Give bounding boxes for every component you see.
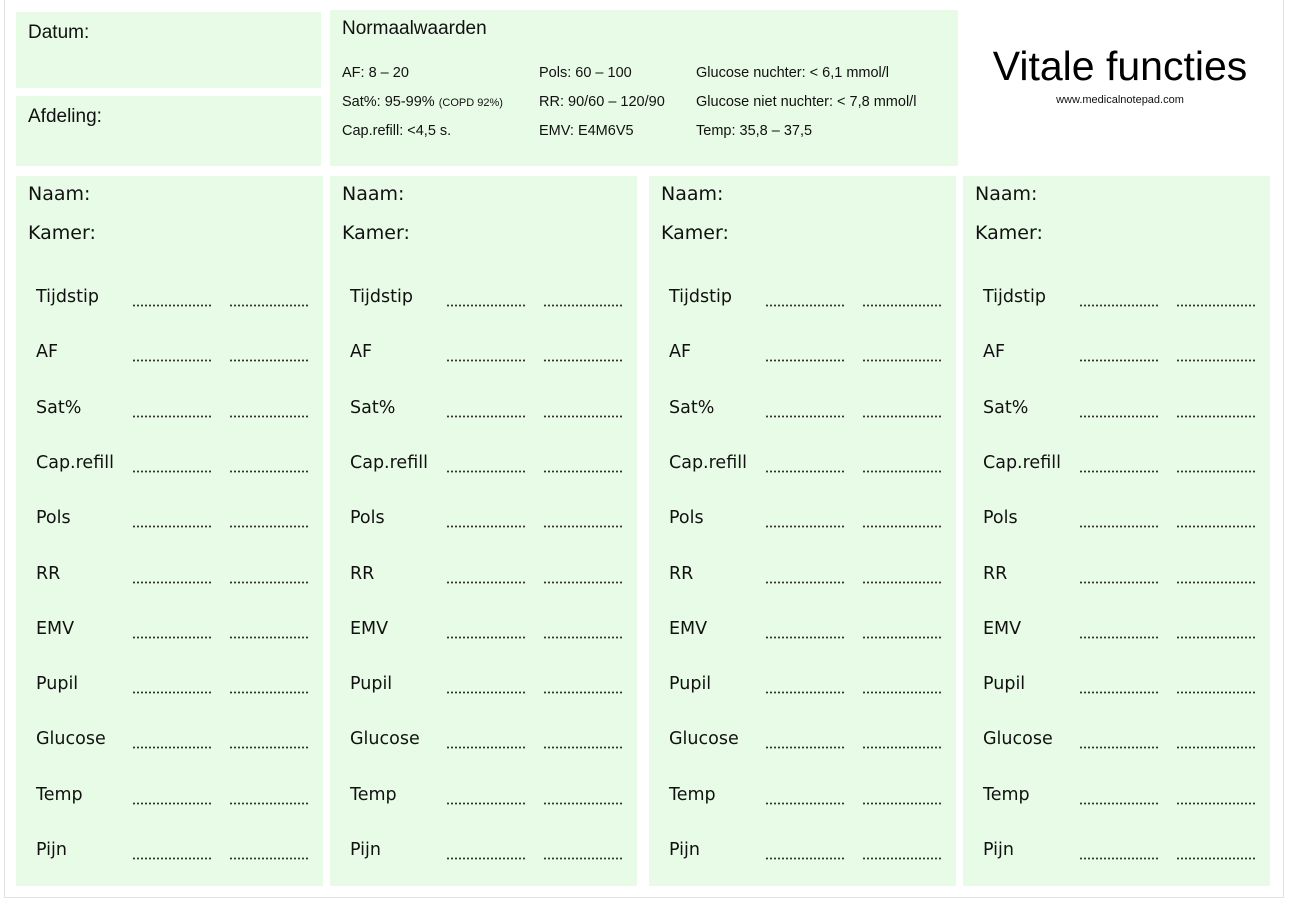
vital-label: EMV <box>983 618 1022 639</box>
entry-dotted-line[interactable] <box>543 802 622 805</box>
vital-label: Pols <box>350 508 385 529</box>
vital-row <box>16 564 323 588</box>
website-label: www.medicalnotepad.com <box>1056 94 1184 106</box>
entry-dotted-line[interactable] <box>862 857 941 860</box>
vital-row <box>963 398 1270 422</box>
entry-dotted-line[interactable] <box>229 304 308 307</box>
normaalwaarde-item <box>539 88 665 117</box>
normaalwaarde-text: Glucose nuchter: < 6,1 mmol/l <box>696 65 890 81</box>
entry-dotted-line[interactable] <box>446 691 525 694</box>
entry-dotted-line[interactable] <box>543 415 622 418</box>
vital-row <box>649 564 956 588</box>
entry-dotted-line[interactable] <box>132 470 211 473</box>
vital-label: Temp <box>350 784 397 805</box>
vital-label: RR <box>350 563 375 584</box>
vital-row <box>330 729 637 753</box>
vital-row <box>963 508 1270 532</box>
entry-dotted-line[interactable] <box>1176 802 1255 805</box>
entry-dotted-line[interactable] <box>543 581 622 584</box>
entry-dotted-line[interactable] <box>862 304 941 307</box>
entry-dotted-line[interactable] <box>1176 359 1255 362</box>
entry-dotted-line[interactable] <box>1176 691 1255 694</box>
entry-dotted-line[interactable] <box>1079 691 1158 694</box>
vital-label: Pupil <box>983 674 1026 695</box>
entry-dotted-line[interactable] <box>862 581 941 584</box>
entry-dotted-line[interactable] <box>229 802 308 805</box>
entry-dotted-line[interactable] <box>1176 525 1255 528</box>
vital-row <box>330 508 637 532</box>
vital-row <box>16 840 323 864</box>
vital-row <box>963 729 1270 753</box>
vital-label: Glucose <box>983 729 1053 750</box>
vital-row <box>330 840 637 864</box>
entry-dotted-line[interactable] <box>132 415 211 418</box>
entry-dotted-line[interactable] <box>1176 470 1255 473</box>
vital-row <box>16 674 323 698</box>
entry-dotted-line[interactable] <box>765 415 844 418</box>
normaalwaarde-text: Sat%: 95-99% <box>342 94 439 110</box>
vital-row <box>649 840 956 864</box>
patient-panel <box>330 176 637 886</box>
vital-row <box>330 619 637 643</box>
entry-dotted-line[interactable] <box>132 746 211 749</box>
normaalwaarde-text: RR: 90/60 – 120/90 <box>539 94 665 110</box>
naam-label[interactable]: Naam: <box>28 183 91 205</box>
vital-row <box>649 674 956 698</box>
entry-dotted-line[interactable] <box>446 746 525 749</box>
normaalwaarde-text: Cap.refill: <4,5 s. <box>342 123 452 139</box>
vital-label: RR <box>669 563 694 584</box>
vital-label: Pupil <box>669 674 712 695</box>
patient-panel <box>649 176 956 886</box>
vital-label: Tijdstip <box>36 287 99 307</box>
normaalwaarden-box <box>330 10 958 166</box>
vital-label: Sat% <box>669 397 715 418</box>
entry-dotted-line[interactable] <box>1176 415 1255 418</box>
entry-dotted-line[interactable] <box>132 802 211 805</box>
vital-row <box>330 342 637 366</box>
vital-row <box>330 398 637 422</box>
normaalwaarde-item <box>342 117 503 146</box>
vital-row <box>963 619 1270 643</box>
vital-label: Pupil <box>36 674 79 695</box>
entry-dotted-line[interactable] <box>765 525 844 528</box>
vital-row <box>649 287 956 311</box>
entry-dotted-line[interactable] <box>132 857 211 860</box>
vital-row <box>649 453 956 477</box>
entry-dotted-line[interactable] <box>862 359 941 362</box>
vital-label: Cap.refill <box>350 452 428 473</box>
entry-dotted-line[interactable] <box>446 415 525 418</box>
entry-dotted-line[interactable] <box>1079 581 1158 584</box>
entry-dotted-line[interactable] <box>862 746 941 749</box>
vital-row <box>963 785 1270 809</box>
entry-dotted-line[interactable] <box>765 691 844 694</box>
entry-dotted-line[interactable] <box>1079 304 1158 307</box>
vital-label: Cap.refill <box>669 452 747 473</box>
entry-dotted-line[interactable] <box>1079 857 1158 860</box>
kamer-label[interactable]: Kamer: <box>28 222 96 244</box>
entry-dotted-line[interactable] <box>132 525 211 528</box>
normaalwaarden-column <box>696 59 916 146</box>
vital-row <box>16 508 323 532</box>
vital-label: Pupil <box>350 674 393 695</box>
vital-label: EMV <box>669 618 708 639</box>
vital-row <box>649 508 956 532</box>
normaalwaarden-column <box>539 59 665 146</box>
entry-dotted-line[interactable] <box>132 304 211 307</box>
entry-dotted-line[interactable] <box>765 802 844 805</box>
entry-dotted-line[interactable] <box>765 581 844 584</box>
naam-label[interactable]: Naam: <box>342 183 405 205</box>
vital-label: AF <box>36 342 59 363</box>
vital-label: Glucose <box>669 729 739 750</box>
vital-row <box>963 840 1270 864</box>
entry-dotted-line[interactable] <box>229 746 308 749</box>
entry-dotted-line[interactable] <box>543 746 622 749</box>
normaalwaarde-note: (COPD 92%) <box>438 97 503 109</box>
vital-label: Pols <box>36 508 71 529</box>
entry-dotted-line[interactable] <box>446 857 525 860</box>
vital-row <box>16 785 323 809</box>
vital-label: Pijn <box>36 840 67 860</box>
entry-dotted-line[interactable] <box>229 359 308 362</box>
vital-label: Tijdstip <box>669 287 732 307</box>
vital-row <box>963 564 1270 588</box>
normaalwaarde-item <box>342 59 503 88</box>
vital-row <box>963 287 1270 311</box>
vital-row <box>16 729 323 753</box>
entry-dotted-line[interactable] <box>543 470 622 473</box>
naam-label[interactable]: Naam: <box>975 183 1038 205</box>
entry-dotted-line[interactable] <box>765 470 844 473</box>
entry-dotted-line[interactable] <box>229 691 308 694</box>
vital-row <box>963 453 1270 477</box>
entry-dotted-line[interactable] <box>446 525 525 528</box>
entry-dotted-line[interactable] <box>765 857 844 860</box>
vital-label: Glucose <box>350 729 420 750</box>
vital-row <box>330 564 637 588</box>
vital-label: Sat% <box>350 397 396 418</box>
entry-dotted-line[interactable] <box>229 857 308 860</box>
vital-label: Temp <box>669 784 716 805</box>
entry-dotted-line[interactable] <box>1176 857 1255 860</box>
vital-row <box>16 619 323 643</box>
normaalwaarde-item <box>539 59 665 88</box>
entry-dotted-line[interactable] <box>862 470 941 473</box>
vital-label: Sat% <box>983 397 1029 418</box>
entry-dotted-line[interactable] <box>1079 359 1158 362</box>
vital-row <box>649 342 956 366</box>
vital-label: RR <box>983 563 1008 584</box>
naam-label[interactable]: Naam: <box>661 183 724 205</box>
vital-row <box>16 287 323 311</box>
vital-row <box>330 785 637 809</box>
entry-dotted-line[interactable] <box>765 746 844 749</box>
normaalwaarden-column <box>342 59 503 146</box>
entry-dotted-line[interactable] <box>1079 470 1158 473</box>
entry-dotted-line[interactable] <box>446 470 525 473</box>
entry-dotted-line[interactable] <box>229 470 308 473</box>
entry-dotted-line[interactable] <box>132 359 211 362</box>
normaalwaarde-text: EMV: E4M6V5 <box>539 123 634 139</box>
entry-dotted-line[interactable] <box>446 359 525 362</box>
normaalwaarde-item <box>696 88 916 117</box>
entry-dotted-line[interactable] <box>446 802 525 805</box>
entry-dotted-line[interactable] <box>765 636 844 639</box>
vital-label: Pijn <box>669 840 700 860</box>
vital-row <box>16 453 323 477</box>
normaalwaarde-text: Glucose niet nuchter: < 7,8 mmol/l <box>696 94 917 110</box>
vital-label: Cap.refill <box>983 452 1061 473</box>
entry-dotted-line[interactable] <box>1079 636 1158 639</box>
vital-label: EMV <box>36 618 75 639</box>
entry-dotted-line[interactable] <box>543 525 622 528</box>
entry-dotted-line[interactable] <box>862 636 941 639</box>
normaalwaarde-item <box>696 59 916 88</box>
vital-label: Cap.refill <box>36 452 114 473</box>
page-title: Vitale functies <box>992 43 1248 89</box>
vital-row <box>649 398 956 422</box>
vital-label: RR <box>36 563 61 584</box>
normaalwaarde-item <box>342 88 503 117</box>
entry-dotted-line[interactable] <box>446 636 525 639</box>
vital-label: Tijdstip <box>983 287 1046 307</box>
entry-dotted-line[interactable] <box>765 304 844 307</box>
vital-label: Pijn <box>350 840 381 860</box>
normaalwaarde-text: Pols: 60 – 100 <box>539 65 632 81</box>
entry-dotted-line[interactable] <box>543 636 622 639</box>
vital-label: Glucose <box>36 729 106 750</box>
entry-dotted-line[interactable] <box>543 857 622 860</box>
entry-dotted-line[interactable] <box>862 691 941 694</box>
vital-label: Temp <box>36 784 83 805</box>
afdeling-label: Afdeling: <box>28 106 102 127</box>
entry-dotted-line[interactable] <box>1079 415 1158 418</box>
entry-dotted-line[interactable] <box>543 359 622 362</box>
entry-dotted-line[interactable] <box>132 691 211 694</box>
normaalwaarde-text: AF: 8 – 20 <box>342 65 409 81</box>
vital-label: Pijn <box>983 840 1014 860</box>
vital-label: Pols <box>983 508 1018 529</box>
entry-dotted-line[interactable] <box>862 415 941 418</box>
normaalwaarde-text: Temp: 35,8 – 37,5 <box>696 123 813 139</box>
vital-label: AF <box>983 342 1006 363</box>
title-block <box>960 40 1280 106</box>
vital-row <box>649 785 956 809</box>
entry-dotted-line[interactable] <box>132 581 211 584</box>
patient-panel <box>963 176 1270 886</box>
vital-row <box>330 287 637 311</box>
entry-dotted-line[interactable] <box>446 304 525 307</box>
kamer-label[interactable]: Kamer: <box>975 222 1043 244</box>
datum-field[interactable] <box>16 12 321 88</box>
entry-dotted-line[interactable] <box>229 581 308 584</box>
kamer-label[interactable]: Kamer: <box>661 222 729 244</box>
entry-dotted-line[interactable] <box>1176 581 1255 584</box>
vital-label: EMV <box>350 618 389 639</box>
normaalwaarde-item <box>539 117 665 146</box>
vital-label: AF <box>669 342 692 363</box>
entry-dotted-line[interactable] <box>229 525 308 528</box>
vital-row <box>330 674 637 698</box>
normaalwaarde-item <box>696 117 916 146</box>
entry-dotted-line[interactable] <box>1176 304 1255 307</box>
vital-row <box>16 398 323 422</box>
afdeling-field[interactable] <box>16 96 321 166</box>
entry-dotted-line[interactable] <box>229 636 308 639</box>
vital-row <box>963 674 1270 698</box>
entry-dotted-line[interactable] <box>1176 636 1255 639</box>
vital-label: Pols <box>669 508 704 529</box>
vital-row <box>16 342 323 366</box>
patient-panel <box>16 176 323 886</box>
kamer-label[interactable]: Kamer: <box>342 222 410 244</box>
entry-dotted-line[interactable] <box>446 581 525 584</box>
vital-row <box>963 342 1270 366</box>
entry-dotted-line[interactable] <box>1079 802 1158 805</box>
vital-label: Sat% <box>36 397 82 418</box>
entry-dotted-line[interactable] <box>1079 525 1158 528</box>
entry-dotted-line[interactable] <box>862 525 941 528</box>
vital-label: AF <box>350 342 373 363</box>
entry-dotted-line[interactable] <box>1079 746 1158 749</box>
vital-label: Temp <box>983 784 1030 805</box>
entry-dotted-line[interactable] <box>1176 746 1255 749</box>
entry-dotted-line[interactable] <box>543 691 622 694</box>
vital-label: Tijdstip <box>350 287 413 307</box>
datum-label: Datum: <box>28 22 90 43</box>
entry-dotted-line[interactable] <box>862 802 941 805</box>
entry-dotted-line[interactable] <box>765 359 844 362</box>
entry-dotted-line[interactable] <box>543 304 622 307</box>
normaalwaarden-title: Normaalwaarden <box>342 18 487 39</box>
entry-dotted-line[interactable] <box>132 636 211 639</box>
vital-row <box>649 619 956 643</box>
entry-dotted-line[interactable] <box>229 415 308 418</box>
vital-row <box>649 729 956 753</box>
vital-row <box>330 453 637 477</box>
